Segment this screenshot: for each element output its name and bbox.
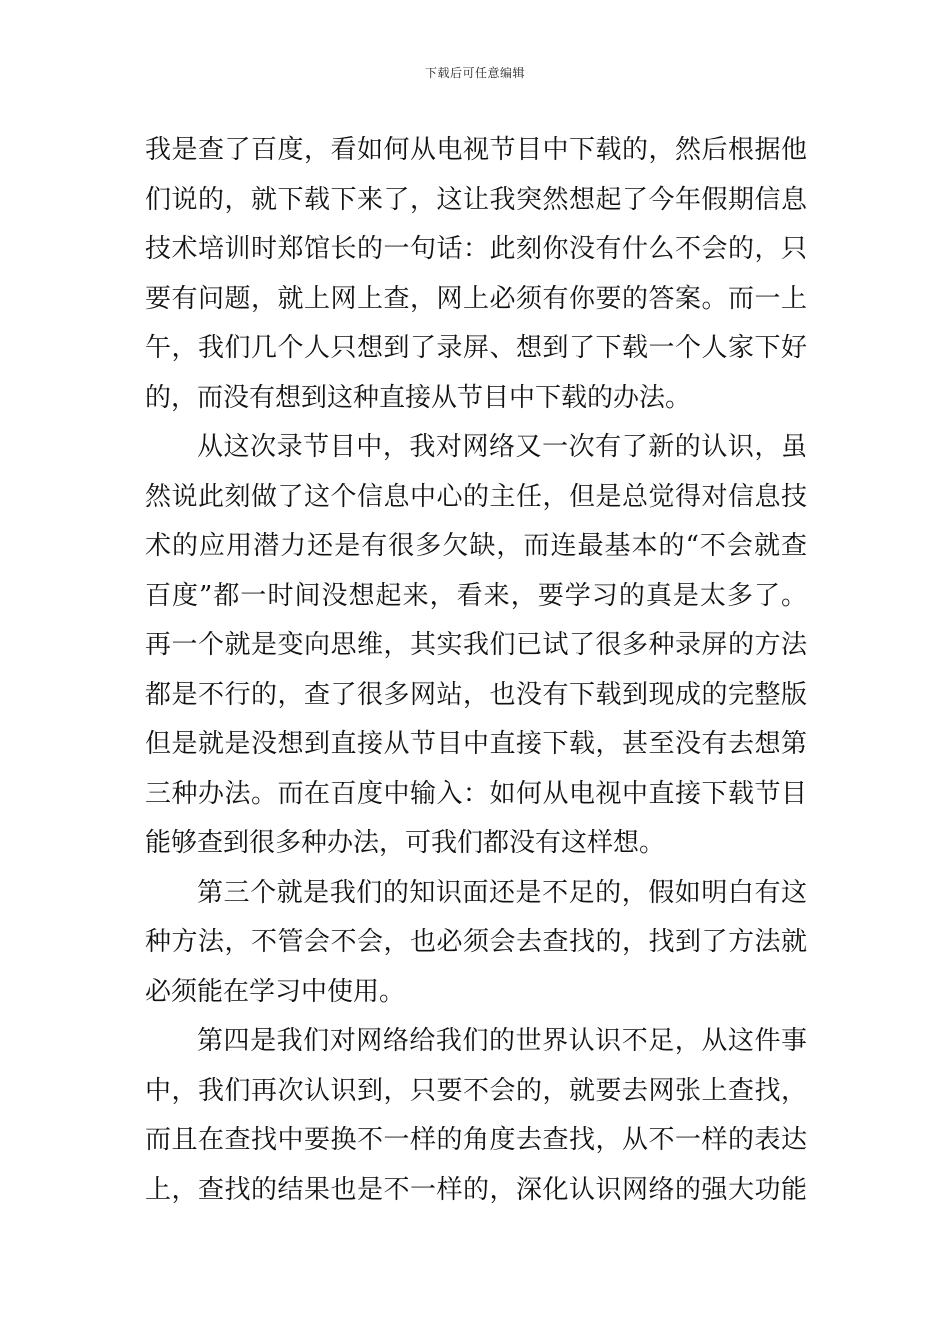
text-line: 我是查了百度，看如何从电视节目中下载的，然后根据他	[145, 135, 807, 165]
text-line: 必须能在学习中使用。	[145, 976, 406, 1007]
text-line: 都是不行的，查了很多网站，也没有下载到现成的完整版	[145, 679, 807, 710]
paragraph-first-line: 第三个就是我们的知识面还是不足的，假如明白有这	[197, 877, 807, 908]
text-line: 种方法，不管会不会，也必须会去查找的，找到了方法就	[145, 927, 807, 957]
text-line: 而且在查找中要换不一样的角度去查找，从不一样的表达	[145, 1125, 807, 1155]
paragraph-first-line: 从这次录节目中，我对网络又一次有了新的认识，虽	[197, 432, 807, 462]
header-note: 下载后可任意编辑	[424, 66, 525, 80]
text-line: 要有问题，就上网上查，网上必须有你要的答案。而一上	[145, 283, 807, 314]
text-line: 技术培训时郑馆长的一句话：此刻你没有什么不会的，只	[145, 234, 807, 264]
text-line: 们说的，就下载下来了，这让我突然想起了今年假期信息	[145, 184, 807, 215]
text-line: 但是就是没想到直接从节目中直接下载，甚至没有去想第	[145, 729, 807, 759]
text-line: 中，我们再次认识到，只要不会的，就要去网张上查找，	[145, 1075, 807, 1106]
text-line: 上，查找的结果也是不一样的，深化认识网络的强大功能	[145, 1174, 807, 1205]
text-line: 百度”都一时间没想起来，看来，要学习的真是太多了。	[145, 580, 807, 611]
text-line: 再一个就是变向思维，其实我们已试了很多种录屏的方法	[145, 630, 807, 660]
text-line: 术的应用潜力还是有很多欠缺，而连最基本的“不会就查	[145, 531, 807, 561]
paragraph-first-line: 第四是我们对网络给我们的世界认识不足，从这件事	[197, 1026, 807, 1056]
document-body	[145, 126, 807, 1215]
text-line: 的，而没有想到这种直接从节目中下载的办法。	[145, 382, 692, 413]
text-line: 三种办法。而在百度中输入：如何从电视中直接下载节目	[145, 778, 807, 809]
text-line: 午，我们几个人只想到了录屏、想到了下载一个人家下好	[145, 333, 807, 363]
text-line: 然说此刻做了这个信息中心的主任，但是总觉得对信息技	[145, 481, 807, 512]
text-line: 能够查到很多种办法，可我们都没有这样想。	[145, 828, 666, 858]
